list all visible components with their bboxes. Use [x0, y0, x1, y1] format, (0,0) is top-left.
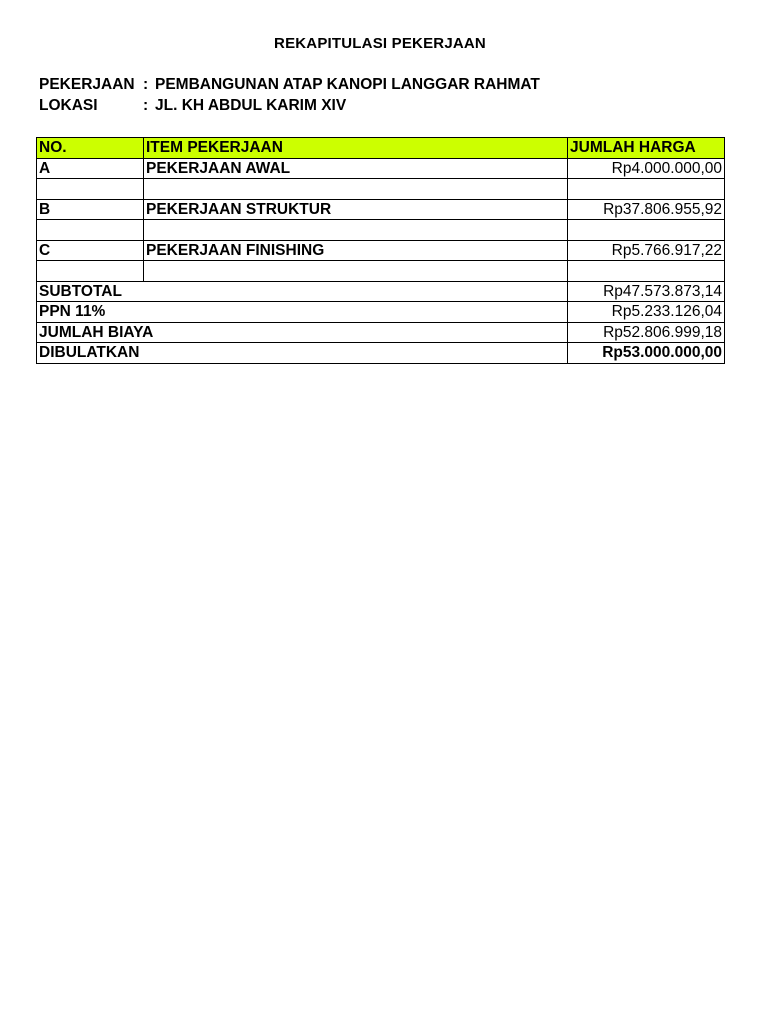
row-no: C: [37, 240, 144, 261]
empty-cell: [37, 220, 144, 241]
table-row-spacer: [37, 261, 725, 282]
empty-cell: [37, 179, 144, 200]
pekerjaan-value: PEMBANGUNAN ATAP KANOPI LANGGAR RAHMAT: [155, 76, 540, 93]
row-item: PEKERJAAN FINISHING: [144, 240, 568, 261]
summary-label: PPN 11%: [37, 302, 568, 323]
row-amount: Rp5.766.917,22: [568, 240, 725, 261]
empty-cell: [568, 220, 725, 241]
header-no: NO.: [37, 138, 144, 159]
empty-cell: [568, 179, 725, 200]
row-amount: Rp37.806.955,92: [568, 199, 725, 220]
pekerjaan-label: PEKERJAAN: [39, 76, 135, 93]
empty-cell: [144, 261, 568, 282]
summary-row-subtotal: [37, 281, 725, 302]
table-row: [37, 199, 725, 220]
meta-pekerjaan: [39, 76, 540, 94]
summary-label: SUBTOTAL: [37, 281, 568, 302]
row-amount: Rp4.000.000,00: [568, 158, 725, 179]
meta-lokasi: [39, 97, 346, 115]
table-header-row: [37, 138, 725, 159]
summary-row-ppn: [37, 302, 725, 323]
row-no: A: [37, 158, 144, 179]
summary-amount: Rp52.806.999,18: [568, 322, 725, 343]
empty-cell: [568, 261, 725, 282]
row-item: PEKERJAAN AWAL: [144, 158, 568, 179]
summary-label: DIBULATKAN: [37, 343, 568, 364]
lokasi-value: JL. KH ABDUL KARIM XIV: [155, 97, 347, 114]
empty-cell: [144, 220, 568, 241]
summary-amount: Rp5.233.126,04: [568, 302, 725, 323]
header-amount: JUMLAH HARGA: [568, 138, 725, 159]
table-row: [37, 158, 725, 179]
empty-cell: [37, 261, 144, 282]
summary-amount-rounded: Rp53.000.000,00: [568, 343, 725, 364]
summary-label: JUMLAH BIAYA: [37, 322, 568, 343]
empty-cell: [144, 179, 568, 200]
table-row-spacer: [37, 220, 725, 241]
summary-amount: Rp47.573.873,14: [568, 281, 725, 302]
pekerjaan-separator: :: [143, 76, 149, 93]
row-no: B: [37, 199, 144, 220]
summary-row-jumlah-biaya: [37, 322, 725, 343]
recap-table: [36, 137, 725, 364]
header-item: ITEM PEKERJAAN: [144, 138, 568, 159]
table-row: [37, 240, 725, 261]
lokasi-label: LOKASI: [39, 97, 98, 114]
row-item: PEKERJAAN STRUKTUR: [144, 199, 568, 220]
summary-row-dibulatkan: [37, 343, 725, 364]
table-row-spacer: [37, 179, 725, 200]
document-title: REKAPITULASI PEKERJAAN: [274, 35, 486, 52]
lokasi-separator: :: [143, 97, 149, 114]
